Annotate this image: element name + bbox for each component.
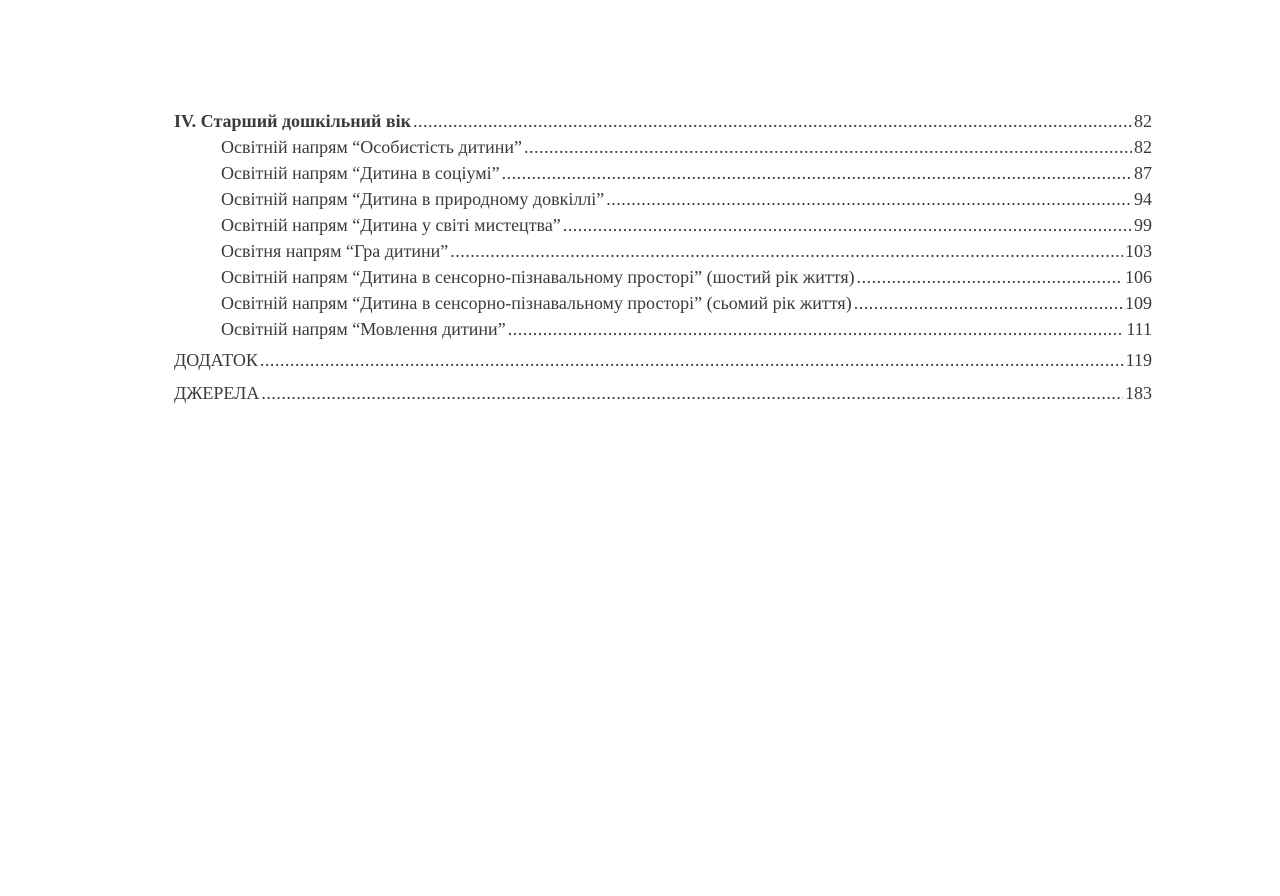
toc-page-number: 103 [1125,241,1152,261]
toc-dot-leader [261,380,1123,406]
toc-dot-leader [413,108,1132,134]
toc-entry-title: Освітній напрям “Дитина в сенсорно-пізнавальному просторі” (сьомий рік життя) [221,293,852,313]
toc-dot-leader [450,238,1123,264]
toc-page-number: 183 [1125,383,1152,403]
toc-page-number: 119 [1125,350,1152,370]
toc-entry[interactable] [174,212,1152,238]
toc-page-number: 94 [1134,189,1152,209]
toc-entry-sources[interactable] [174,380,1152,406]
toc-dot-leader [854,290,1123,316]
toc-dot-leader [508,316,1125,342]
toc-dot-leader [502,160,1132,186]
toc-entry-title: ДОДАТОК [174,350,258,370]
table-of-contents [174,108,1152,406]
toc-dot-leader [563,212,1132,238]
toc-dot-leader [524,134,1132,160]
toc-entry[interactable] [174,238,1152,264]
toc-page-number: 87 [1134,163,1152,183]
toc-entry-title: Освітня напрям “Гра дитини” [221,241,449,261]
toc-page-number: 99 [1134,215,1152,235]
toc-page-number: 111 [1126,319,1152,339]
toc-entry-title: Освітній напрям “Мовлення дитини” [221,319,506,339]
toc-entry-title: IV. Старший дошкільний вік [174,111,411,131]
toc-entry[interactable] [174,160,1152,186]
toc-entry-title: Освітній напрям “Дитина у світі мистецтва” [221,215,561,235]
toc-entry[interactable] [174,264,1152,290]
toc-page-number: 109 [1125,293,1152,313]
toc-entry-title: Освітній напрям “Дитина в сенсорно-пізнавальному просторі” (шостий рік життя) [221,267,855,287]
toc-entry-section[interactable] [174,108,1152,134]
toc-entry-title: Освітній напрям “Дитина в природному довкіллі” [221,189,605,209]
toc-entry[interactable] [174,290,1152,316]
toc-dot-leader [260,347,1124,373]
toc-entry-title: Освітній напрям “Дитина в соціумі” [221,163,500,183]
toc-page-number: 106 [1125,267,1152,287]
toc-page-number: 82 [1134,137,1152,157]
toc-entry[interactable] [174,186,1152,212]
toc-dot-leader [857,264,1123,290]
toc-entry-title: ДЖЕРЕЛА [174,383,260,403]
toc-entry-appendix[interactable] [174,347,1152,373]
toc-page-number: 82 [1134,111,1152,131]
toc-entry[interactable] [174,134,1152,160]
toc-entry[interactable] [174,316,1152,342]
toc-dot-leader [606,186,1132,212]
toc-entry-title: Освітній напрям “Особистість дитини” [221,137,523,157]
